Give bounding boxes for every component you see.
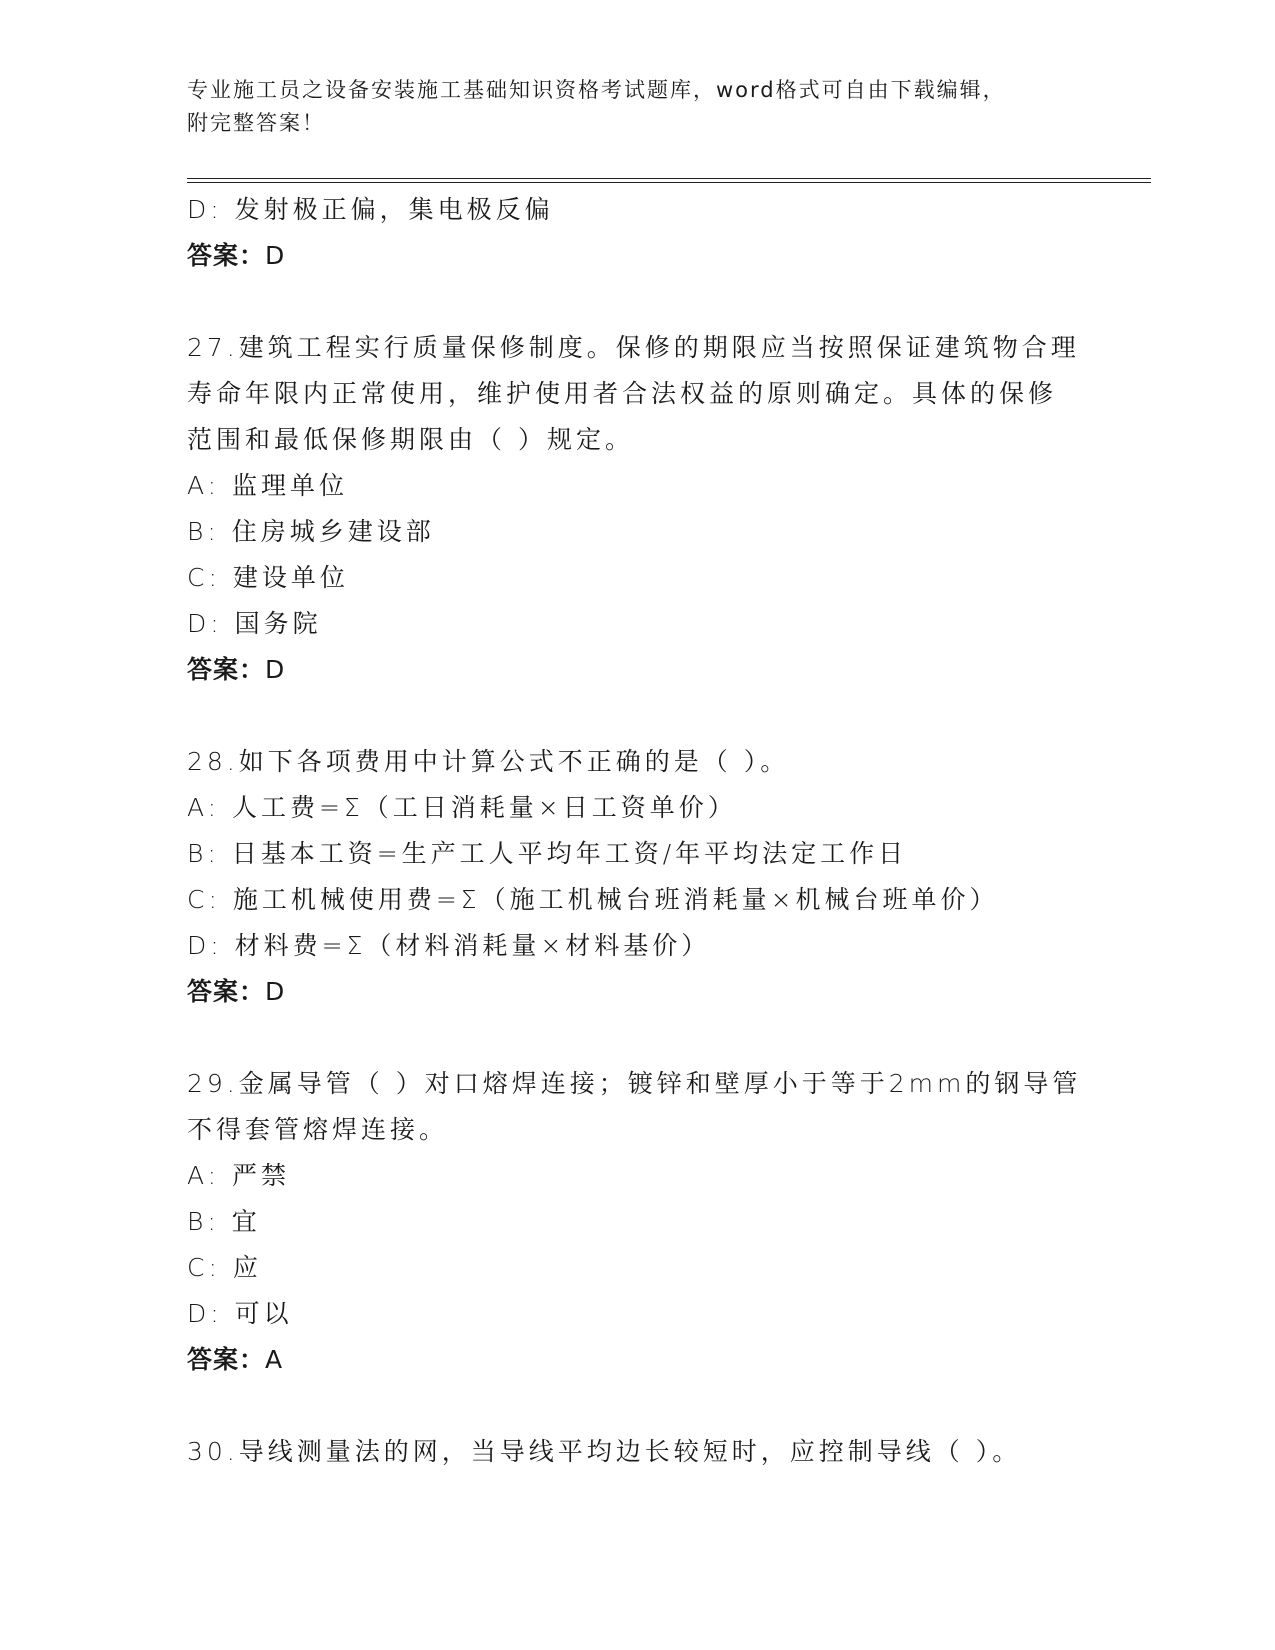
answer-value: A <box>265 1345 284 1374</box>
option-d: D: 可以 <box>187 1299 293 1328</box>
question-27 <box>187 325 1107 693</box>
answer-label: 答案： <box>187 655 266 684</box>
answer-label: 答案： <box>187 977 266 1006</box>
question-text-line: 27.建筑工程实行质量保修制度。保修的期限应当按照保证建筑物合理 <box>187 333 1080 362</box>
header-divider-bottom <box>187 182 1151 183</box>
answer-label: 答案： <box>187 241 266 270</box>
option-a: A: 人工费=Σ（工日消耗量×日工资单价） <box>187 793 737 822</box>
question-30 <box>187 1429 1107 1475</box>
option-a: A: 监理单位 <box>187 471 349 500</box>
question-text-line: 29.金属导管（ ）对口熔焊连接；镀锌和壁厚小于等于2mm的钢导管 <box>187 1069 1082 1098</box>
question-text-line: 范围和最低保修期限由（ ）规定。 <box>187 425 634 454</box>
header-line-2: 附完整答案！ <box>187 111 325 135</box>
answer-label: 答案： <box>187 1345 266 1374</box>
answer-value: D <box>265 655 286 684</box>
option-b: B: 日基本工资=生产工人平均年工资/年平均法定工作日 <box>187 839 908 868</box>
option-d: D: 国务院 <box>187 609 322 638</box>
answer-line <box>187 1337 1107 1383</box>
question-text-line: 寿命年限内正常使用，维护使用者合法权益的原则确定。具体的保修 <box>187 379 1058 408</box>
option-d: D: 材料费=Σ（材料消耗量×材料基价） <box>187 931 711 960</box>
option-c: C: 建设单位 <box>187 563 349 592</box>
option-c: C: 应 <box>187 1253 262 1282</box>
question-28 <box>187 739 1107 1015</box>
question-list <box>187 187 1107 1475</box>
answer-value: D <box>265 977 286 1006</box>
answer-line <box>187 233 1107 279</box>
header-divider-top <box>187 178 1151 179</box>
answer-line <box>187 969 1107 1015</box>
option-a: A: 严禁 <box>187 1161 291 1190</box>
previous-question-fragment <box>187 187 1107 279</box>
header-line-1: 专业施工员之设备安装施工基础知识资格考试题库，word格式可自由下载编辑， <box>187 78 1006 102</box>
answer-line <box>187 647 1107 693</box>
document-header <box>187 74 1067 140</box>
option-b: B: 住房城乡建设部 <box>187 517 435 546</box>
option-d: D: 发射极正偏，集电极反偏 <box>187 195 554 224</box>
question-text-line: 28.如下各项费用中计算公式不正确的是（ ）。 <box>187 747 790 776</box>
answer-value: D <box>265 241 286 270</box>
question-text-line: 不得套管熔焊连接。 <box>187 1115 449 1144</box>
question-text-line: 30.导线测量法的网，当导线平均边长较短时，应控制导线（ ）。 <box>187 1437 1022 1466</box>
option-b: B: 宜 <box>187 1207 261 1236</box>
question-29 <box>187 1061 1107 1383</box>
option-c: C: 施工机械使用费=Σ（施工机械台班消耗量×机械台班单价） <box>187 885 999 914</box>
